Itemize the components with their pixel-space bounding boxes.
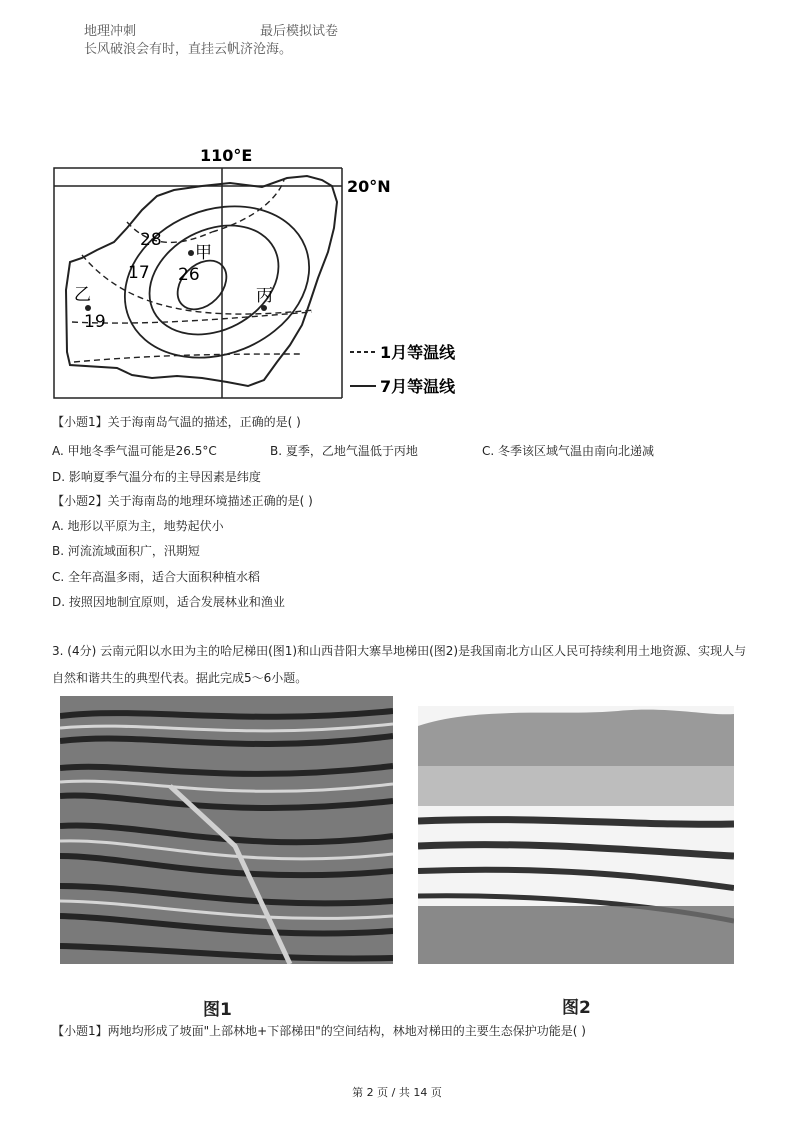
point-jia-label: 甲 (195, 243, 212, 263)
q1-option-b[interactable]: B. 夏季，乙地气温低于丙地 (270, 444, 418, 458)
figure-2-caption: 图2 (562, 998, 591, 1018)
q2-option-b[interactable]: B. 河流流域面积广，汛期短 (52, 544, 200, 558)
figure-1-terraced-paddy-photo (60, 696, 393, 964)
point-yi-marker (85, 305, 91, 311)
latitude-label: 20°N (347, 177, 391, 196)
isotherm-label-26: 26 (178, 265, 200, 285)
point-yi-label: 乙 (74, 285, 91, 305)
isotherm-label-17: 17 (128, 263, 150, 283)
q3-sub1-stem: 【小题1】两地均形成了坡面"上部林地+下部梯田"的空间结构，林地对梯田的主要生态保护功能是( ) (52, 1024, 586, 1038)
legend-july: 7月等温线 (380, 377, 456, 396)
point-jia-marker (188, 250, 194, 256)
header-exam-title: 最后模拟试卷 (260, 24, 339, 39)
q1-option-d[interactable]: D. 影响夏季气温分布的主导因素是纬度 (52, 470, 261, 484)
q1-option-a[interactable]: A. 甲地冬季气温可能是26.5°C (52, 444, 217, 458)
header-motto: 长风破浪会有时，直挂云帆济沧海。 (84, 42, 293, 57)
page-footer: 第 2 页 / 共 14 页 (352, 1086, 442, 1099)
header-line-1 (84, 20, 339, 39)
q3-intro: 3. (4分) 云南元阳以水田为主的哈尼梯田(图1)和山西昔阳大寨旱地梯田(图2)是我国南北方山区人民可持续利用土地资源、实现人与自然和谐共生的典型代表。据此完成5～6小题。 (52, 644, 747, 685)
isotherm-label-28: 28 (140, 230, 162, 250)
map-legend (350, 343, 456, 396)
q2-option-c[interactable]: C. 全年高温多雨，适合大面积种植水稻 (52, 570, 261, 584)
isotherm-label-19: 19 (84, 312, 106, 332)
point-bing-label: 丙 (256, 286, 273, 306)
longitude-label: 110°E (200, 146, 253, 165)
figure-1-caption: 图1 (203, 1000, 232, 1020)
q2-stem: 【小题2】关于海南岛的地理环境描述正确的是( ) (52, 494, 313, 508)
q1-stem: 【小题1】关于海南岛气温的描述，正确的是( ) (52, 415, 301, 429)
q2-option-d[interactable]: D. 按照因地制宜原则，适合发展林业和渔业 (52, 595, 285, 609)
legend-january: 1月等温线 (380, 343, 456, 362)
header-subject: 地理冲刺 (84, 24, 137, 39)
q1-option-c[interactable]: C. 冬季该区域气温由南向北递减 (482, 444, 655, 458)
q2-option-a[interactable]: A. 地形以平原为主，地势起伏小 (52, 519, 224, 533)
hainan-isotherm-map (52, 140, 492, 405)
figure-2-dryland-terrace-photo (418, 706, 734, 964)
